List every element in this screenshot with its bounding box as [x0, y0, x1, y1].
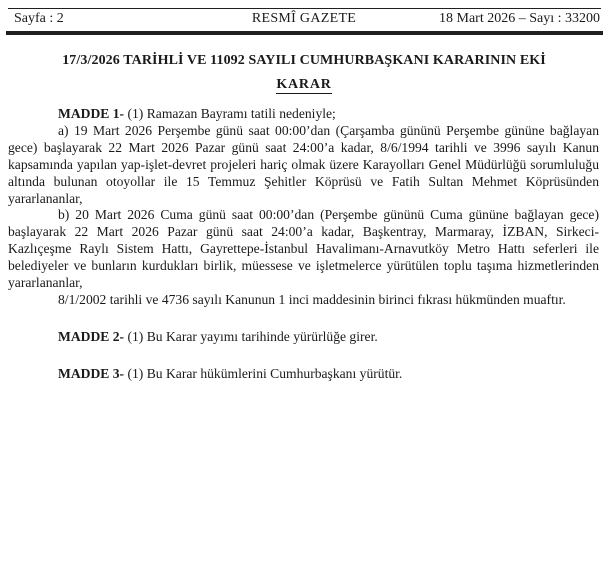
- article-2-text: (1) Bu Karar yayımı tarihinde yürürlüğe girer.: [124, 328, 378, 344]
- date-issue-label: 18 Mart 2026 – Sayı : 33200: [439, 11, 600, 26]
- article-1-clause-b-paragraph: [8, 207, 599, 292]
- article-1-intro-paragraph: [8, 106, 599, 123]
- decree-heading: 17/3/2026 TARİHLİ VE 11092 SAYILI CUMHURBAŞKANI KARARININ EKİ: [62, 53, 546, 68]
- gazette-title: RESMÎ GAZETE: [251, 11, 357, 26]
- article-3-label: MADDE 3-: [58, 365, 125, 381]
- page-number-label: Sayfa : 2: [14, 11, 64, 26]
- article-1-clause-a-text: a) 19 Mart 2026 Perşembe günü saat 00:00’dan (Çarşamba gününü Perşembe gününe bağlayan gece) başlayarak 22 Mart 2026 Pazar günü saat 24:00’a kadar, 8/6/1994 tarihli ve 3996 sayılı Kanun kapsamında yapılan yap-işlet-devret projeleri hariç olmak üzere Karayolları Genel Müdürlüğü sorumluluğu altında bulunan otoyollar ile 15 Temmuz Şehitler Köprüsü ve Fatih Sultan Mehmet Köprüsünden yararlananlar,: [8, 122, 599, 206]
- article-1-closing-text: 8/1/2002 tarihli ve 4736 sayılı Kanunun 1 inci maddesinin birinci fıkrası hükmünden muaftır.: [58, 291, 566, 307]
- article-1-clause-b-text: b) 20 Mart 2026 Cuma günü saat 00:00’dan (Perşembe gününü Cuma gününe bağlayan gece) başlayarak 22 Mart 2026 Pazar günü saat 24:00’a kadar, Başkentray, Marmaray, İZBAN, Sirkeci-Kazlıçeşme Raylı Sistem Hattı, Gayrettepe-İstanbul Havalimanı-Arnavutköy Metro Hattı seferleri ile belediyeler ve bunların kurdukları birlik, müessese ve işletmelerce yürütülen toplu taşıma hizmetlerinden yararlananlar,: [8, 207, 599, 291]
- article-3-text: (1) Bu Karar hükümlerini Cumhurbaşkanı yürütür.: [124, 365, 403, 381]
- decree-body: [8, 106, 599, 383]
- article-1-closing-paragraph: [8, 292, 599, 309]
- article-1-intro-text: (1) Ramazan Bayramı tatili nedeniyle;: [124, 106, 336, 121]
- header-top-rule: [8, 8, 601, 9]
- article-1-clause-a-paragraph: [8, 123, 599, 208]
- article-2-label: MADDE 2-: [58, 328, 125, 344]
- article-3-paragraph: [8, 366, 599, 383]
- article-2-paragraph: [8, 329, 599, 346]
- decree-subheading: [0, 77, 608, 92]
- article-1-label: MADDE 1-: [58, 106, 125, 121]
- header-double-rule: [6, 31, 603, 35]
- decree-subheading-text: KARAR: [276, 77, 332, 92]
- gazette-header: [0, 0, 608, 38]
